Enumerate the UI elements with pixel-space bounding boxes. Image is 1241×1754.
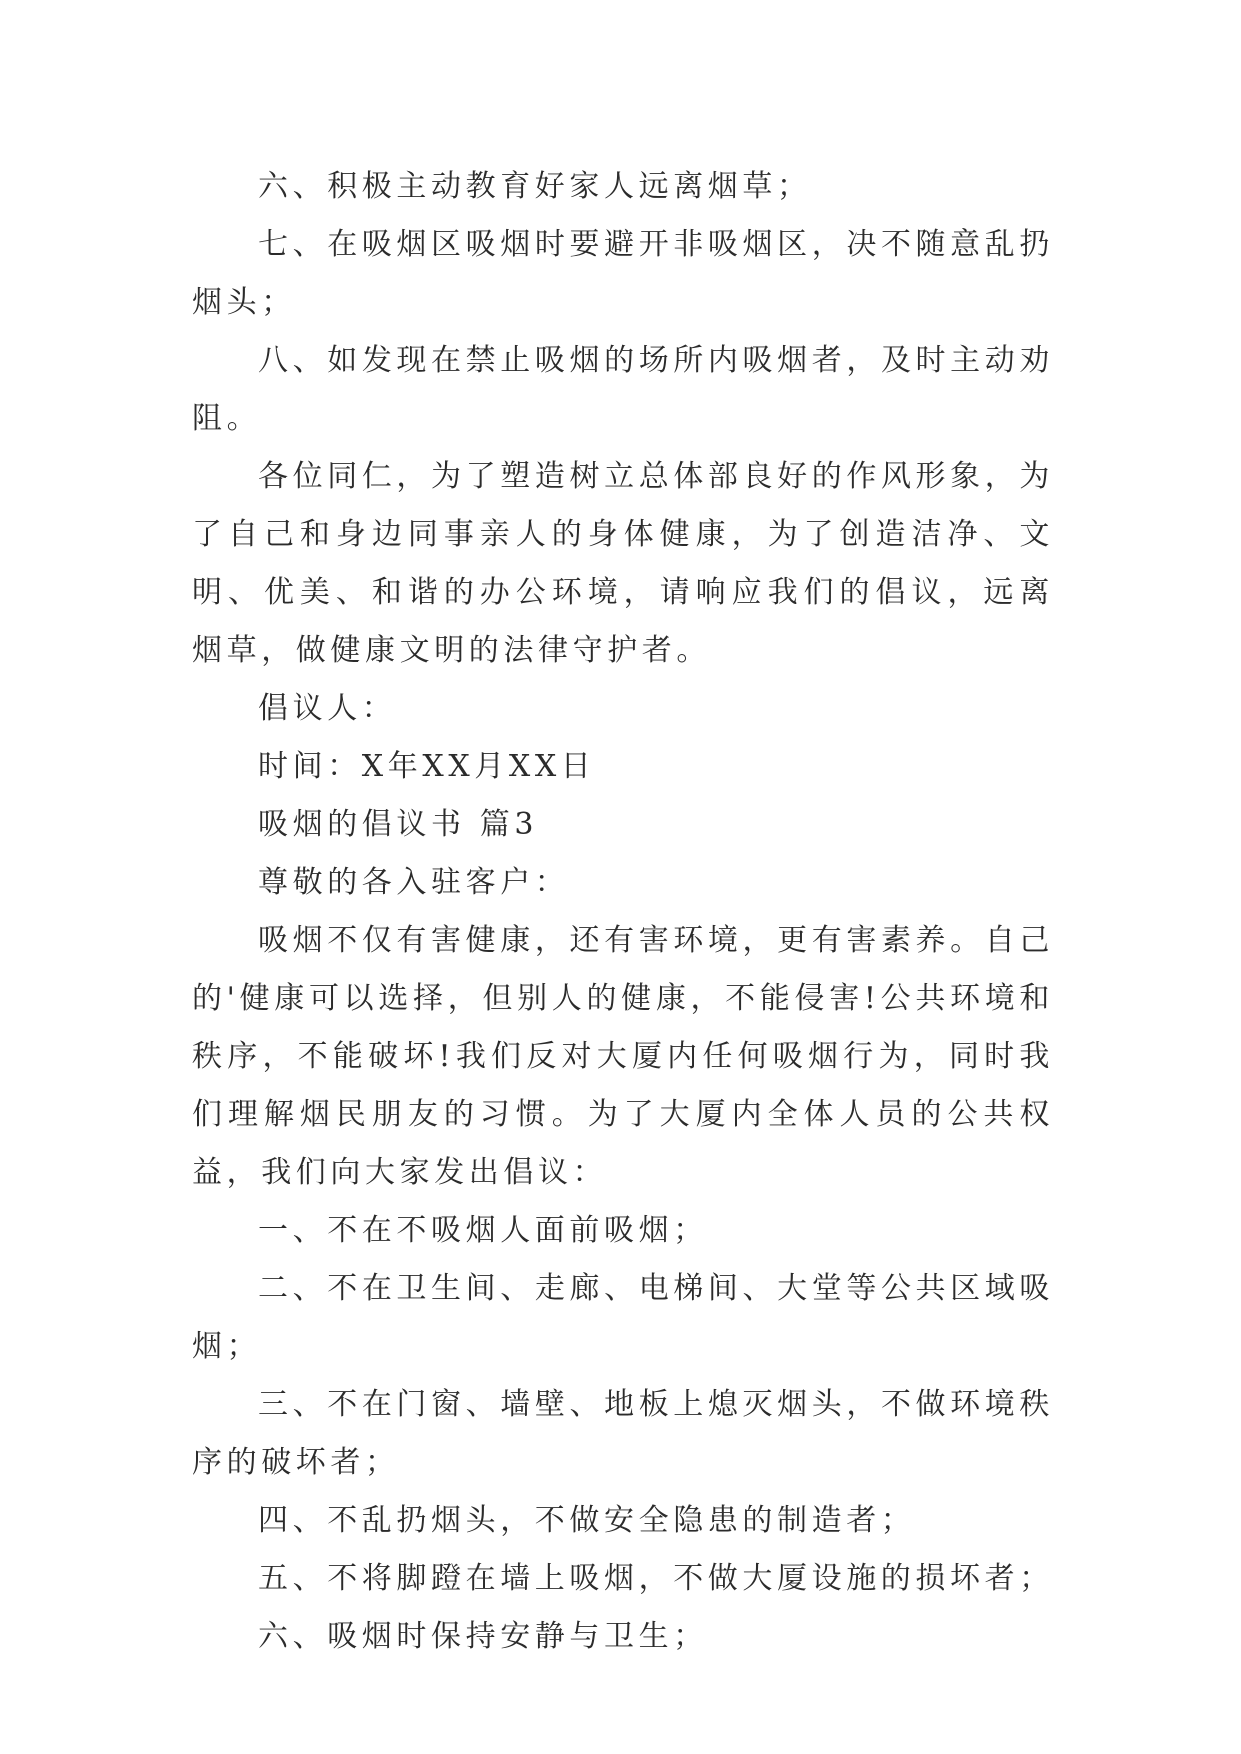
list-item: 六、吸烟时保持安静与卫生；	[258, 1619, 708, 1654]
document-body	[192, 158, 1054, 1666]
list-item: 三、不在门窗、墙壁、地板上熄灭烟头，不做环境秩序的破坏者；	[192, 1387, 1054, 1480]
list-item: 二、不在卫生间、走廊、电梯间、大堂等公共区域吸烟；	[192, 1271, 1054, 1364]
section-title: 吸烟的倡议书 篇3	[258, 807, 539, 842]
list-item: 五、不将脚蹬在墙上吸烟，不做大厦设施的损坏者；	[258, 1561, 1054, 1596]
paragraph: 吸烟不仅有害健康，还有害环境，更有害素养。自己的'健康可以选择，但别人的健康，不能侵害!公共环境和秩序，不能破坏!我们反对大厦内任何吸烟行为，同时我们理解烟民朋友的习惯。为了大厦内全体人员的公共权益，我们向大家发出倡议：	[192, 923, 1054, 1190]
paragraph: 各位同仁，为了塑造树立总体部良好的作风形象，为了自己和身边同事亲人的身体健康，为了创造洁净、文明、优美、和谐的办公环境，请响应我们的倡议，远离烟草，做健康文明的法律守护者。	[192, 459, 1054, 668]
salutation: 尊敬的各入驻客户：	[258, 865, 570, 900]
list-item: 一、不在不吸烟人面前吸烟；	[258, 1213, 708, 1248]
paragraph: 时间：X年XX月XX日	[258, 749, 596, 784]
paragraph: 七、在吸烟区吸烟时要避开非吸烟区，决不随意乱扔烟头；	[192, 227, 1054, 320]
paragraph: 倡议人：	[258, 691, 397, 726]
paragraph: 六、积极主动教育好家人远离烟草；	[258, 169, 812, 204]
list-item: 四、不乱扔烟头，不做安全隐患的制造者；	[258, 1503, 916, 1538]
paragraph: 八、如发现在禁止吸烟的场所内吸烟者，及时主动劝阻。	[192, 343, 1054, 436]
